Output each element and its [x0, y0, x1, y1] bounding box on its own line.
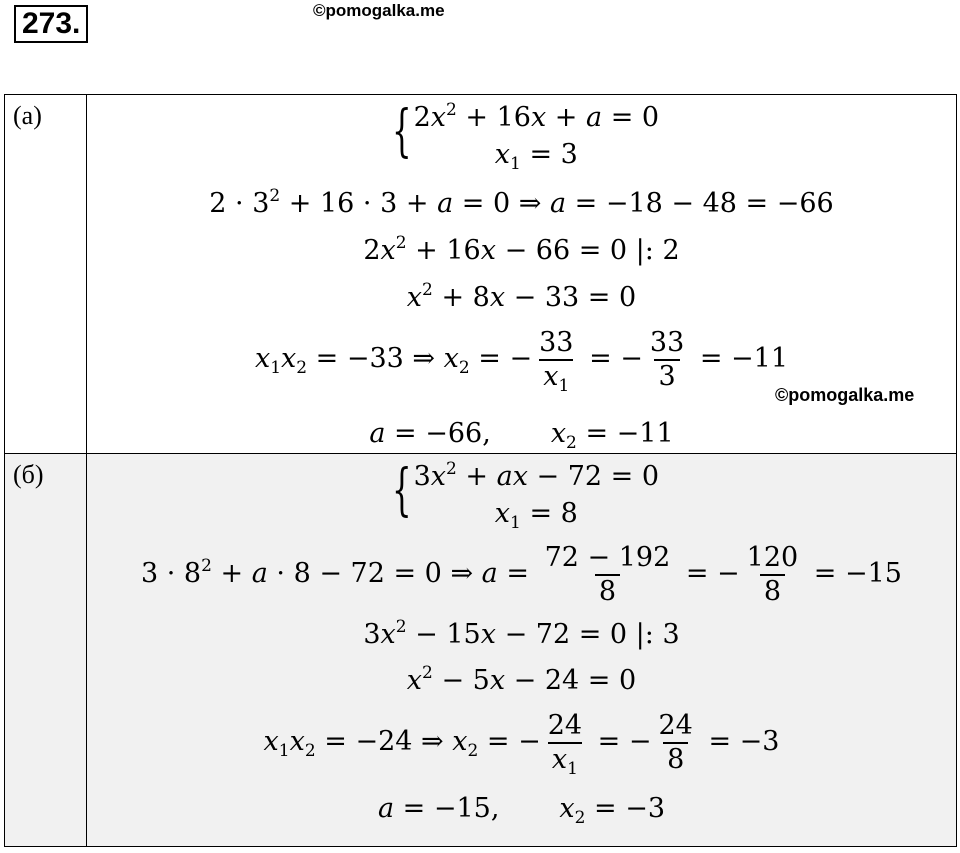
part-b-line-3: $x^2 - 5x - 24 = 0$: [406, 663, 637, 696]
fraction: $\frac{72 - 192}{8}$: [544, 541, 671, 607]
fraction: $\frac{33}{x_1}$: [539, 326, 574, 396]
part-a-line-2: $2x^2 + 16x - 66 = 0$ |: 2: [363, 233, 680, 266]
part-b-line-1: $3 \cdot 8^2 + a \cdot 8 - 72 = 0$ ⇒ a = $\frac{72 - 192}{8}$ = − $\frac{120}{8}$ = −15: [140, 541, 902, 607]
fraction: $\frac{24}{8}$: [658, 709, 693, 775]
part-a-label: (а): [5, 95, 87, 454]
brace-icon: {: [391, 99, 412, 164]
problem-number: 273.: [14, 5, 88, 43]
part-a-answer: a = −66, $x_2 = -11$: [369, 418, 674, 453]
fraction: $\frac{24}{x_1}$: [547, 709, 583, 779]
part-b-work: [87, 454, 957, 847]
watermark-middle: ©pomogalka.me: [775, 385, 915, 405]
watermark-top: ©pomogalka.me: [313, 1, 445, 20]
part-b-line-2: $3x^2 - 15x - 72 = 0$ |: 3: [363, 617, 680, 650]
solution-table: [4, 94, 957, 847]
part-b-system: { $3x^2$ + ax − 72 = 0 $x_1 = 8$: [391, 458, 660, 533]
part-a-system: { $2x^2 + 16x + a = 0$ $x_1 = 3$: [391, 99, 660, 174]
fraction: $\frac{33}{3}$: [649, 326, 685, 392]
part-b-answer: a = −15, $x_2 = -3$: [377, 793, 666, 828]
row-part-b: [5, 454, 957, 847]
part-b-line-4: $x_1x_2 = -24$ ⇒ $x_2$ = − $\frac{24}{x_1}$ = − $\frac{24}{8}$ = −3: [263, 709, 780, 779]
part-a-line-1: $2 \cdot 3^2 + 16 \cdot 3 + a = 0$ ⇒ a = −18 − 48 = −66: [209, 186, 834, 219]
brace-icon: {: [391, 458, 412, 523]
fraction: $\frac{120}{8}$: [746, 541, 799, 607]
part-a-line-4: $x_1x_2 = -33$ ⇒ $x_2$ = − $\frac{33}{x_1}$ = − $\frac{33}{3}$ = −11: [254, 326, 789, 396]
part-b-label: (б): [5, 454, 87, 847]
part-a-line-3: $x^2 + 8x - 33 = 0$: [406, 280, 637, 313]
